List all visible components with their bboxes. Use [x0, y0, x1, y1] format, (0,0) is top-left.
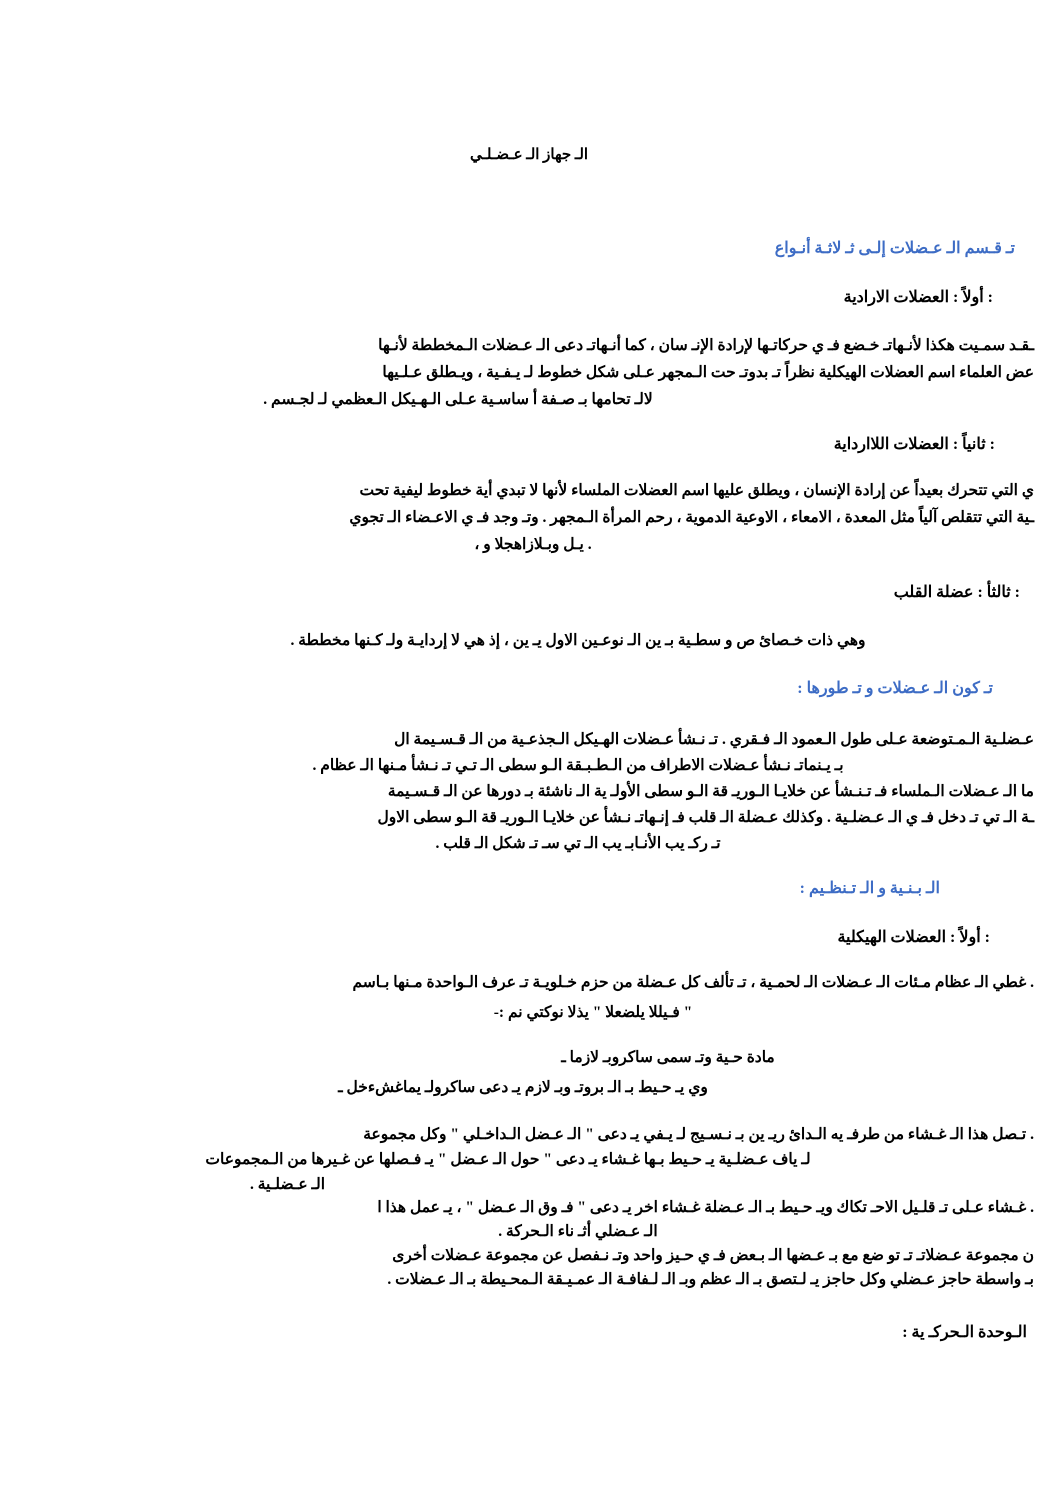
subheading-involuntary-muscles: : ثانياً : العضلات اللاارداية: [833, 436, 995, 453]
text-line: ـة الـ تي تـ دخل فـ ي الـ عـضلـية . وكذلك عـضلة الـ قلب فـ إنـهاتـ نـشأ عن خلايـا الـوريـ قة الـو سطى الاول: [377, 809, 1034, 826]
subheading-skeletal-muscles: : أولاً : العضلات الهيكلية: [837, 929, 990, 946]
paragraph-voluntary-muscles: [122, 332, 1034, 413]
heading-structure-organization: الـ بـنـية و الـ تـنظـيم :: [799, 880, 940, 897]
text-line: . غـشاء عـلى تـ قلـيل الاحـ تكاك ويـ حـيط بـ الـ عـضلة غـشاء اخر يـ دعى " فـ وق الـ عـضل " ، يـ عمل هذا ا: [377, 1199, 1034, 1216]
text-line: وي يـ حـيط بـ الـ بروتـ وبـ لازم يـ دعى ساكرولـ يماغشءخل ـ: [338, 1079, 708, 1096]
text-line: " فـيللا يلضعلا " يذلا نوكتي نم :-: [493, 1004, 693, 1021]
paragraph-sarcoplasm: [122, 1043, 1034, 1103]
text-line: الـ عـضلـية .: [250, 1176, 326, 1193]
paragraph-skeletal-muscles: [122, 968, 1034, 1028]
heading-muscle-types: تـ قـسم الـ عـضلات إلـى ثـ لاثـة أنـواع: [774, 240, 1015, 257]
text-line: . يـل وبـلازاهجلا و ،: [474, 536, 592, 553]
subheading-motor-unit: الـوحدة الـحركـ ية :: [902, 1324, 1027, 1341]
paragraph-membranes: [122, 1122, 1034, 1197]
text-line: عـضلـية الـمـتوضعة عـلى طول الـعمود الـ فـقري . تـ نـشأ عـضلات الهـيكل الـجذعـية من الـ قـسـيمة ال: [394, 731, 1034, 748]
text-line: ي التي تتحرك بعيداً عن إرادة الإنسان ، ويطلق عليها اسم العضلات الملساء لأنها لا تبدي أية خطوط ليفية تحت: [359, 482, 1034, 499]
text-line: ن مجموعة عـضلاتـ تـ تو ضع مع بـ عـضها الـ بـعض فـ ي حـيز واحد وتـ نـفصل عن مجموعة عـضلات أخرى: [392, 1247, 1034, 1264]
text-line: وهي ذات خـصائ ص و سطـية بـ ين الـ نوعـين الاول يـ ين ، إذ هي لا إردايـة ولـ كـنها مخططة .: [290, 632, 866, 649]
text-line: ـية التي تتقلص آلياً مثل المعدة ، الامعاء ، الاوعية الدموية ، رحم المرأة الـمجهر . وتـ وجد فـ ي الاعـضاء الـ تجوي: [349, 509, 1034, 526]
subheading-voluntary-muscles: : أولاً : العضلات الارادية: [843, 289, 993, 306]
text-line: . غطي الـ عظام مـئات الـ عـضلات الـ لحمـية ، تـ تألف كل عـضلة من حزم خـلويـة تـ عرف الـواحدة مـنها بـاسم: [352, 974, 1034, 991]
heading-muscle-formation: تـ كون الـ عـضلات و تـ طورها :: [797, 680, 993, 697]
text-line: مادة حـية وتـ سمى ساكروبـ لازما ـ: [561, 1049, 775, 1066]
text-line: ما الـ عـضلات الـملساء فـ تـنـشأ عن خلايـا الـوريـ قة الـو سطى الأولـ ية الـ ناشئة بـ دورها عن الـ قـسـيمة: [387, 783, 1034, 800]
text-line: بـ واسطة حاجز عـضلي وكل حاجز يـ لـتصق بـ الـ عظم وبـ الـ لـفافـة الـ عمـيـقة الـمحـيطة بـ الـ عـضلات .: [387, 1271, 1034, 1288]
paragraph-muscle-groups: [122, 1196, 1034, 1292]
paragraph-muscle-formation: [122, 727, 1034, 857]
text-line: عض العلماء اسم العضلات الهيكلية نظراً تـ بدوتـ حت الـمجهر عـلى شكل خطوط لـ يـفـية ، ويـطلق عـلـيها: [382, 364, 1034, 381]
text-line: بـ يـنماتـ نـشأ عـضلات الاطراف من الـطـبـقة الـو سطى الـ تـي تـ نـشأ مـنها الـ عظام .: [312, 757, 844, 774]
subheading-heart-muscle: : ثالثأ : عضلة القلب: [893, 584, 1020, 601]
text-line: الـ عـضلي أثـ ناء الـحركة .: [498, 1223, 658, 1240]
paragraph-heart-muscle: [122, 627, 1034, 654]
text-line: لـ ياف عـضلـية يـ حـيط بـها غـشاء يـ دعى " حول الـ عـضل " يـ فـصلها عن غـيرها من الـمجموعات: [205, 1151, 811, 1168]
text-line: . تـصل هذا الـ غـشاء من طرفـ يه الـدائ ريـ ين بـ نـسـيج لـ يـفي يـ دعى " الـ عـضل الـداخـلي " وكل مجموعة: [363, 1126, 1034, 1143]
text-line: ـقـد سمـيت هكذا لأنـهاتـ خـضع فـ ي حركاتـها لإرادة الإنـ سان ، كما أنـهاتـ دعى الـ عـضلات الـمخططة لأنـها: [378, 337, 1034, 354]
document-title: الـ جهاز الـ عـضـلـي: [469, 147, 589, 163]
text-line: تـ ركـ يب الأنـابـ يب الـ تي سـ تـ شكل الـ قلب .: [435, 835, 721, 852]
text-line: لالـ تحامها بـ صـفة أ ساسـية عـلى الـهـيكل الـعظمي لـ لجـسم .: [263, 391, 653, 408]
paragraph-involuntary-muscles: [122, 477, 1034, 558]
